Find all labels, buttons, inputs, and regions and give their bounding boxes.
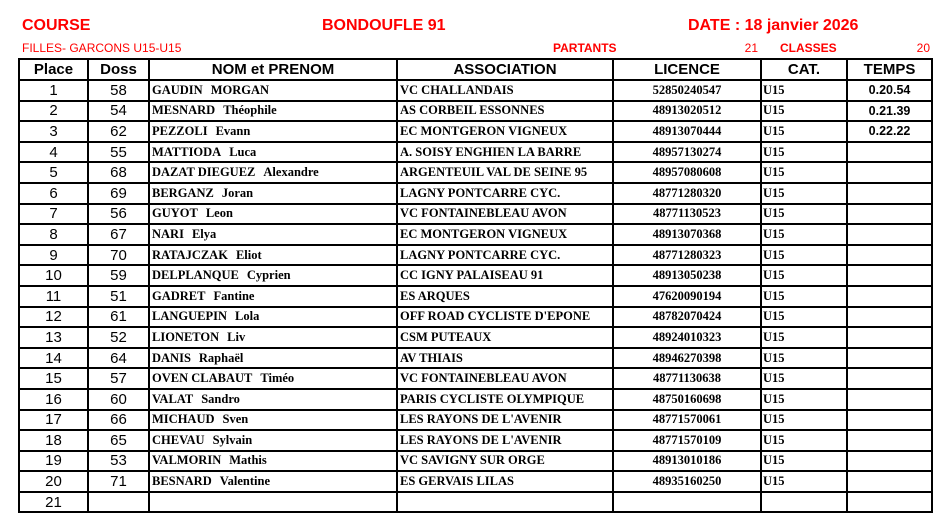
cell-place: 17	[19, 410, 88, 431]
last-name: MESNARD	[152, 103, 216, 118]
cell-temps: 0.22.22	[847, 121, 932, 142]
cell-licence: 48924010323	[613, 327, 761, 348]
cell-association: LES RAYONS DE L'AVENIR	[397, 430, 613, 451]
cell-place: 10	[19, 265, 88, 286]
cell-place: 18	[19, 430, 88, 451]
cell-nom-prenom	[149, 327, 397, 348]
table-row	[19, 121, 932, 142]
cell-association: EC MONTGERON VIGNEUX	[397, 121, 613, 142]
last-name: VALMORIN	[152, 453, 222, 468]
cell-association: ES GERVAIS LILAS	[397, 471, 613, 492]
cell-doss: 67	[88, 224, 149, 245]
classes-count: 20	[916, 41, 930, 55]
cell-nom-prenom	[149, 451, 397, 472]
cell-cat: U15	[761, 162, 847, 183]
cell-nom-prenom	[149, 121, 397, 142]
cell-licence: 48750160698	[613, 389, 761, 410]
column-header-licence: LICENCE	[613, 59, 761, 80]
cell-licence: 48946270398	[613, 348, 761, 369]
table-row	[19, 101, 932, 122]
cell-cat: U15	[761, 142, 847, 163]
cell-cat: U15	[761, 245, 847, 266]
cell-doss: 57	[88, 368, 149, 389]
cell-cat: U15	[761, 389, 847, 410]
cell-nom-prenom	[149, 471, 397, 492]
first-name: Liv	[227, 329, 246, 344]
table-row	[19, 471, 932, 492]
last-name: GADRET	[152, 288, 206, 303]
cell-doss: 71	[88, 471, 149, 492]
cell-association: LES RAYONS DE L'AVENIR	[397, 410, 613, 431]
cell-association: ES ARQUES	[397, 286, 613, 307]
cell-nom-prenom	[149, 142, 397, 163]
cell-doss: 56	[88, 204, 149, 225]
first-name: MORGAN	[210, 82, 270, 97]
first-name: Leon	[205, 206, 233, 221]
cell-licence: 48771570109	[613, 430, 761, 451]
results-table	[18, 58, 933, 513]
cell-temps	[847, 348, 932, 369]
table-row	[19, 224, 932, 245]
last-name: PEZZOLI	[152, 123, 208, 138]
cell-place: 9	[19, 245, 88, 266]
cell-doss: 59	[88, 265, 149, 286]
first-name: Joran	[221, 185, 254, 200]
cell-place: 4	[19, 142, 88, 163]
last-name: NARI	[152, 226, 184, 241]
cell-licence: 48771570061	[613, 410, 761, 431]
first-name: Sandro	[201, 391, 240, 406]
classes-label: CLASSES	[780, 41, 837, 55]
table-row	[19, 430, 932, 451]
cell-licence: 48771280320	[613, 183, 761, 204]
cell-licence: 48913070368	[613, 224, 761, 245]
table-row	[19, 368, 932, 389]
cell-nom-prenom	[149, 204, 397, 225]
cell-cat: U15	[761, 368, 847, 389]
table-row	[19, 389, 932, 410]
cell-cat: U15	[761, 265, 847, 286]
cell-doss: 66	[88, 410, 149, 431]
cell-association: AV THIAIS	[397, 348, 613, 369]
cell-association: OFF ROAD CYCLISTE D'EPONE	[397, 307, 613, 328]
cell-cat: U15	[761, 471, 847, 492]
partants-label: PARTANTS	[553, 41, 617, 55]
cell-place: 7	[19, 204, 88, 225]
last-name: DAZAT DIEGUEZ	[152, 165, 256, 180]
table-row	[19, 492, 932, 513]
cell-temps	[847, 204, 932, 225]
first-name: Evann	[215, 123, 251, 138]
cell-nom-prenom	[149, 183, 397, 204]
table-row	[19, 245, 932, 266]
cell-cat: U15	[761, 80, 847, 101]
cell-cat: U15	[761, 121, 847, 142]
cell-association: AS CORBEIL ESSONNES	[397, 101, 613, 122]
last-name: OVEN CLABAUT	[152, 371, 253, 386]
last-name: DELPLANQUE	[152, 268, 239, 283]
cell-cat: U15	[761, 183, 847, 204]
cell-doss	[88, 492, 149, 513]
cell-nom-prenom	[149, 162, 397, 183]
cell-doss: 54	[88, 101, 149, 122]
first-name: Eliot	[235, 247, 262, 262]
cell-doss: 58	[88, 80, 149, 101]
cell-cat: U15	[761, 101, 847, 122]
table-row	[19, 265, 932, 286]
cell-association: VC CHALLANDAIS	[397, 80, 613, 101]
cell-nom-prenom	[149, 80, 397, 101]
cell-licence: 48957130274	[613, 142, 761, 163]
last-name: MICHAUD	[152, 412, 215, 427]
race-location: BONDOUFLE 91	[322, 17, 446, 34]
cell-temps	[847, 471, 932, 492]
column-header-temps: TEMPS	[847, 59, 932, 80]
last-name: MATTIODA	[152, 144, 222, 159]
cell-doss: 70	[88, 245, 149, 266]
cell-association: CSM PUTEAUX	[397, 327, 613, 348]
first-name: Valentine	[219, 474, 270, 489]
cell-association: VC FONTAINEBLEAU AVON	[397, 204, 613, 225]
cell-licence: 48782070424	[613, 307, 761, 328]
cell-cat: U15	[761, 224, 847, 245]
cell-cat: U15	[761, 204, 847, 225]
cell-place: 8	[19, 224, 88, 245]
cell-temps	[847, 183, 932, 204]
cell-association: LAGNY PONTCARRE CYC.	[397, 183, 613, 204]
column-header-doss: Doss	[88, 59, 149, 80]
cell-temps	[847, 224, 932, 245]
first-name: Raphaël	[198, 350, 244, 365]
last-name: BESNARD	[152, 474, 212, 489]
cell-temps: 0.20.54	[847, 80, 932, 101]
cell-licence	[613, 492, 761, 513]
table-header-row	[19, 59, 932, 80]
cell-doss: 52	[88, 327, 149, 348]
cell-nom-prenom	[149, 348, 397, 369]
cell-licence: 48913070444	[613, 121, 761, 142]
cell-association: PARIS CYCLISTE OLYMPIQUE	[397, 389, 613, 410]
first-name: Elya	[191, 226, 217, 241]
cell-nom-prenom	[149, 307, 397, 328]
cell-association: VC SAVIGNY SUR ORGE	[397, 451, 613, 472]
cell-nom-prenom	[149, 286, 397, 307]
last-name: DANIS	[152, 350, 191, 365]
cell-licence: 52850240547	[613, 80, 761, 101]
cell-nom-prenom	[149, 410, 397, 431]
first-name: Luca	[229, 144, 257, 159]
table-row	[19, 410, 932, 431]
cell-licence: 48913050238	[613, 265, 761, 286]
cell-association: EC MONTGERON VIGNEUX	[397, 224, 613, 245]
cell-nom-prenom	[149, 265, 397, 286]
cell-temps	[847, 162, 932, 183]
cell-doss: 64	[88, 348, 149, 369]
cell-licence: 48913020512	[613, 101, 761, 122]
cell-licence: 48913010186	[613, 451, 761, 472]
cell-doss: 69	[88, 183, 149, 204]
table-row	[19, 142, 932, 163]
table-row	[19, 80, 932, 101]
first-name: Fantine	[213, 288, 255, 303]
cell-place: 16	[19, 389, 88, 410]
table-row	[19, 348, 932, 369]
column-header-nom: NOM et PRENOM	[149, 59, 397, 80]
partants-count: 21	[744, 41, 758, 55]
last-name: LANGUEPIN	[152, 309, 228, 324]
cell-place: 5	[19, 162, 88, 183]
cell-doss: 65	[88, 430, 149, 451]
cell-doss: 61	[88, 307, 149, 328]
cell-licence: 48771130638	[613, 368, 761, 389]
cell-temps	[847, 368, 932, 389]
cell-temps	[847, 492, 932, 513]
cell-doss: 62	[88, 121, 149, 142]
last-name: GAUDIN	[152, 82, 203, 97]
cell-nom-prenom	[149, 368, 397, 389]
cell-association: CC IGNY PALAISEAU 91	[397, 265, 613, 286]
column-header-association: ASSOCIATION	[397, 59, 613, 80]
last-name: GUYOT	[152, 206, 198, 221]
cell-licence: 48957080608	[613, 162, 761, 183]
last-name: RATAJCZAK	[152, 247, 228, 262]
cell-licence: 47620090194	[613, 286, 761, 307]
cell-cat: U15	[761, 286, 847, 307]
cell-place: 12	[19, 307, 88, 328]
first-name: Cyprien	[246, 268, 291, 283]
cell-place: 20	[19, 471, 88, 492]
cell-temps	[847, 265, 932, 286]
cell-nom-prenom	[149, 389, 397, 410]
cell-temps	[847, 245, 932, 266]
cell-licence: 48771280323	[613, 245, 761, 266]
first-name: Théophile	[223, 103, 277, 118]
table-row	[19, 307, 932, 328]
cell-doss: 60	[88, 389, 149, 410]
cell-cat: U15	[761, 451, 847, 472]
first-name: Alexandre	[263, 165, 319, 180]
cell-nom-prenom	[149, 101, 397, 122]
cell-cat: U15	[761, 327, 847, 348]
cell-temps	[847, 307, 932, 328]
table-row	[19, 162, 932, 183]
table-row	[19, 183, 932, 204]
cell-temps	[847, 286, 932, 307]
cell-association: A. SOISY ENGHIEN LA BARRE	[397, 142, 613, 163]
first-name: Mathis	[229, 453, 267, 468]
cell-place: 21	[19, 492, 88, 513]
cell-temps	[847, 389, 932, 410]
cell-doss: 68	[88, 162, 149, 183]
cell-nom-prenom	[149, 430, 397, 451]
cell-temps	[847, 430, 932, 451]
table-row	[19, 204, 932, 225]
cell-place: 2	[19, 101, 88, 122]
table-row	[19, 286, 932, 307]
cell-licence: 48935160250	[613, 471, 761, 492]
last-name: LIONETON	[152, 329, 220, 344]
cell-association: VC FONTAINEBLEAU AVON	[397, 368, 613, 389]
cell-place: 6	[19, 183, 88, 204]
cell-cat	[761, 492, 847, 513]
column-header-cat: CAT.	[761, 59, 847, 80]
cell-nom-prenom	[149, 245, 397, 266]
last-name: BERGANZ	[152, 185, 214, 200]
cell-place: 11	[19, 286, 88, 307]
cell-place: 14	[19, 348, 88, 369]
cell-association	[397, 492, 613, 513]
cell-association: LAGNY PONTCARRE CYC.	[397, 245, 613, 266]
cell-place: 1	[19, 80, 88, 101]
cell-cat: U15	[761, 307, 847, 328]
cell-temps: 0.21.39	[847, 101, 932, 122]
course-label: COURSE	[22, 17, 91, 34]
cell-temps	[847, 327, 932, 348]
cell-place: 15	[19, 368, 88, 389]
cell-cat: U15	[761, 348, 847, 369]
cell-cat: U15	[761, 410, 847, 431]
cell-doss: 51	[88, 286, 149, 307]
race-category: FILLES- GARCONS U15-U15	[22, 41, 182, 55]
first-name: Timéo	[260, 371, 295, 386]
last-name: VALAT	[152, 391, 194, 406]
cell-temps	[847, 142, 932, 163]
first-name: Sylvain	[212, 432, 253, 447]
first-name: Lola	[235, 309, 260, 324]
column-header-place: Place	[19, 59, 88, 80]
table-row	[19, 327, 932, 348]
cell-doss: 53	[88, 451, 149, 472]
cell-cat: U15	[761, 430, 847, 451]
table-row	[19, 451, 932, 472]
cell-temps	[847, 451, 932, 472]
first-name: Sven	[222, 412, 249, 427]
cell-doss: 55	[88, 142, 149, 163]
race-date: DATE : 18 janvier 2026	[688, 17, 859, 34]
cell-place: 19	[19, 451, 88, 472]
cell-licence: 48771130523	[613, 204, 761, 225]
cell-temps	[847, 410, 932, 431]
cell-place: 3	[19, 121, 88, 142]
last-name: CHEVAU	[152, 432, 205, 447]
cell-nom-prenom	[149, 492, 397, 513]
cell-place: 13	[19, 327, 88, 348]
cell-association: ARGENTEUIL VAL DE SEINE 95	[397, 162, 613, 183]
cell-nom-prenom	[149, 224, 397, 245]
